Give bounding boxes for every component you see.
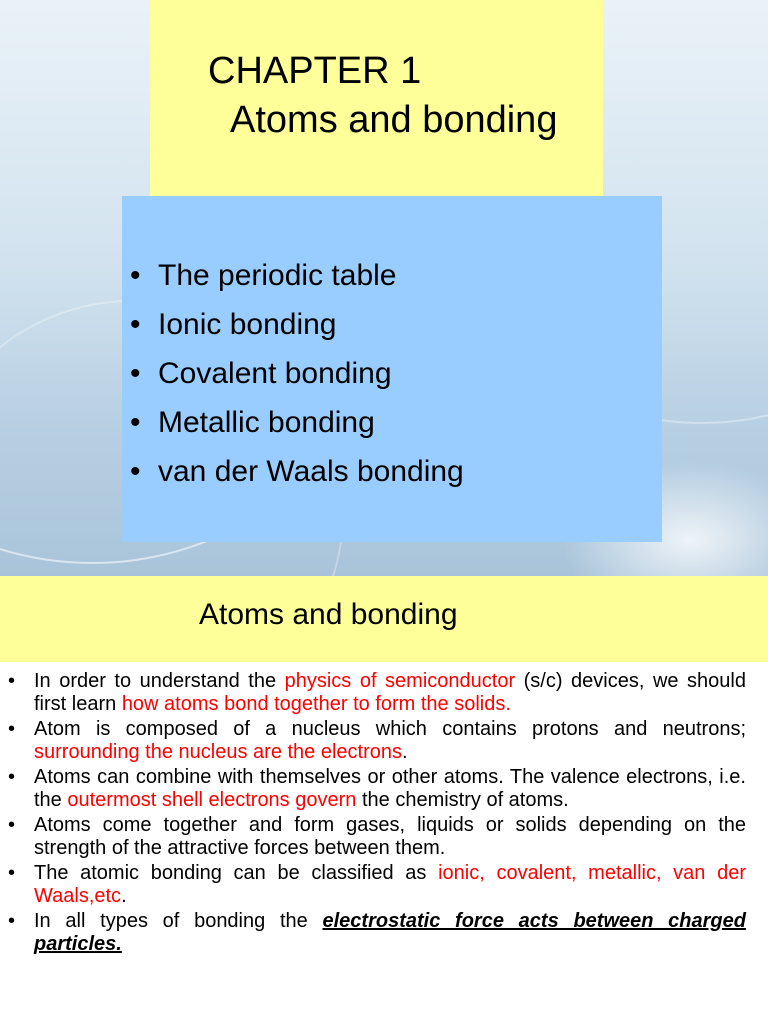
- topic-item: [130, 398, 464, 447]
- topic-item: [130, 447, 464, 496]
- highlight-text: ionic, covalent, metallic, van der Waals,etc: [34, 862, 746, 907]
- section-header-band: [0, 576, 768, 662]
- bullet-icon: •: [130, 259, 141, 292]
- text-run: the chemistry of atoms.: [356, 789, 569, 811]
- bullet-icon: •: [8, 862, 16, 884]
- emphasis-text: electrostatic force acts between charged particles.: [34, 910, 746, 955]
- text-run: Atoms can combine with themselves or other atoms. The valence electrons, i.e. the: [34, 766, 746, 811]
- bullet-icon: •: [8, 814, 16, 836]
- text-run: In order to understand the: [34, 670, 285, 692]
- topic-label: Covalent bonding: [158, 357, 392, 390]
- content-item: [0, 910, 768, 956]
- topics-list: [130, 251, 464, 496]
- topic-label: van der Waals bonding: [158, 455, 464, 488]
- bullet-icon: •: [8, 670, 16, 692]
- content-list: [0, 670, 768, 958]
- bullet-icon: •: [8, 766, 16, 788]
- bullet-icon: •: [130, 406, 141, 439]
- topic-label: Ionic bonding: [158, 308, 337, 341]
- topics-box: [122, 196, 662, 542]
- topic-label: Metallic bonding: [158, 406, 375, 439]
- content-item: [0, 766, 768, 812]
- chapter-subtitle: Atoms and bonding: [230, 99, 558, 141]
- title-box: [150, 0, 603, 200]
- chapter-title: CHAPTER 1: [208, 50, 422, 92]
- section-title: Atoms and bonding: [199, 598, 458, 631]
- bullet-icon: •: [8, 718, 16, 740]
- content-item: [0, 718, 768, 764]
- text-run: (s/c) devices, we should first learn: [34, 670, 746, 715]
- bullet-icon: •: [130, 455, 141, 488]
- highlight-text: how atoms bond together to form the solids.: [121, 693, 511, 715]
- highlight-text: surrounding the nucleus are the electrons: [34, 741, 403, 763]
- text-run: In all types of bonding the: [34, 910, 323, 932]
- bullet-icon: •: [8, 910, 16, 932]
- content-item: [0, 862, 768, 908]
- bullet-icon: •: [130, 357, 141, 390]
- topic-item: [130, 300, 464, 349]
- topic-item: [130, 349, 464, 398]
- text-run: .: [121, 885, 127, 907]
- content-item: [0, 670, 768, 716]
- content-item: [0, 814, 768, 860]
- text-run: .: [402, 741, 408, 763]
- highlight-text: outermost shell electrons govern: [67, 789, 357, 811]
- text-run: Atom is composed of a nucleus which contains protons and neutrons;: [34, 718, 746, 740]
- topic-label: The periodic table: [158, 259, 397, 292]
- highlight-text: physics of semiconductor: [284, 670, 516, 692]
- bullet-icon: •: [130, 308, 141, 341]
- topic-item: [130, 251, 464, 300]
- text-run: Atoms come together and form gases, liquids or solids depending on the strength of the attractive forces between them.: [34, 814, 746, 859]
- text-run: The atomic bonding can be classified as: [34, 862, 439, 884]
